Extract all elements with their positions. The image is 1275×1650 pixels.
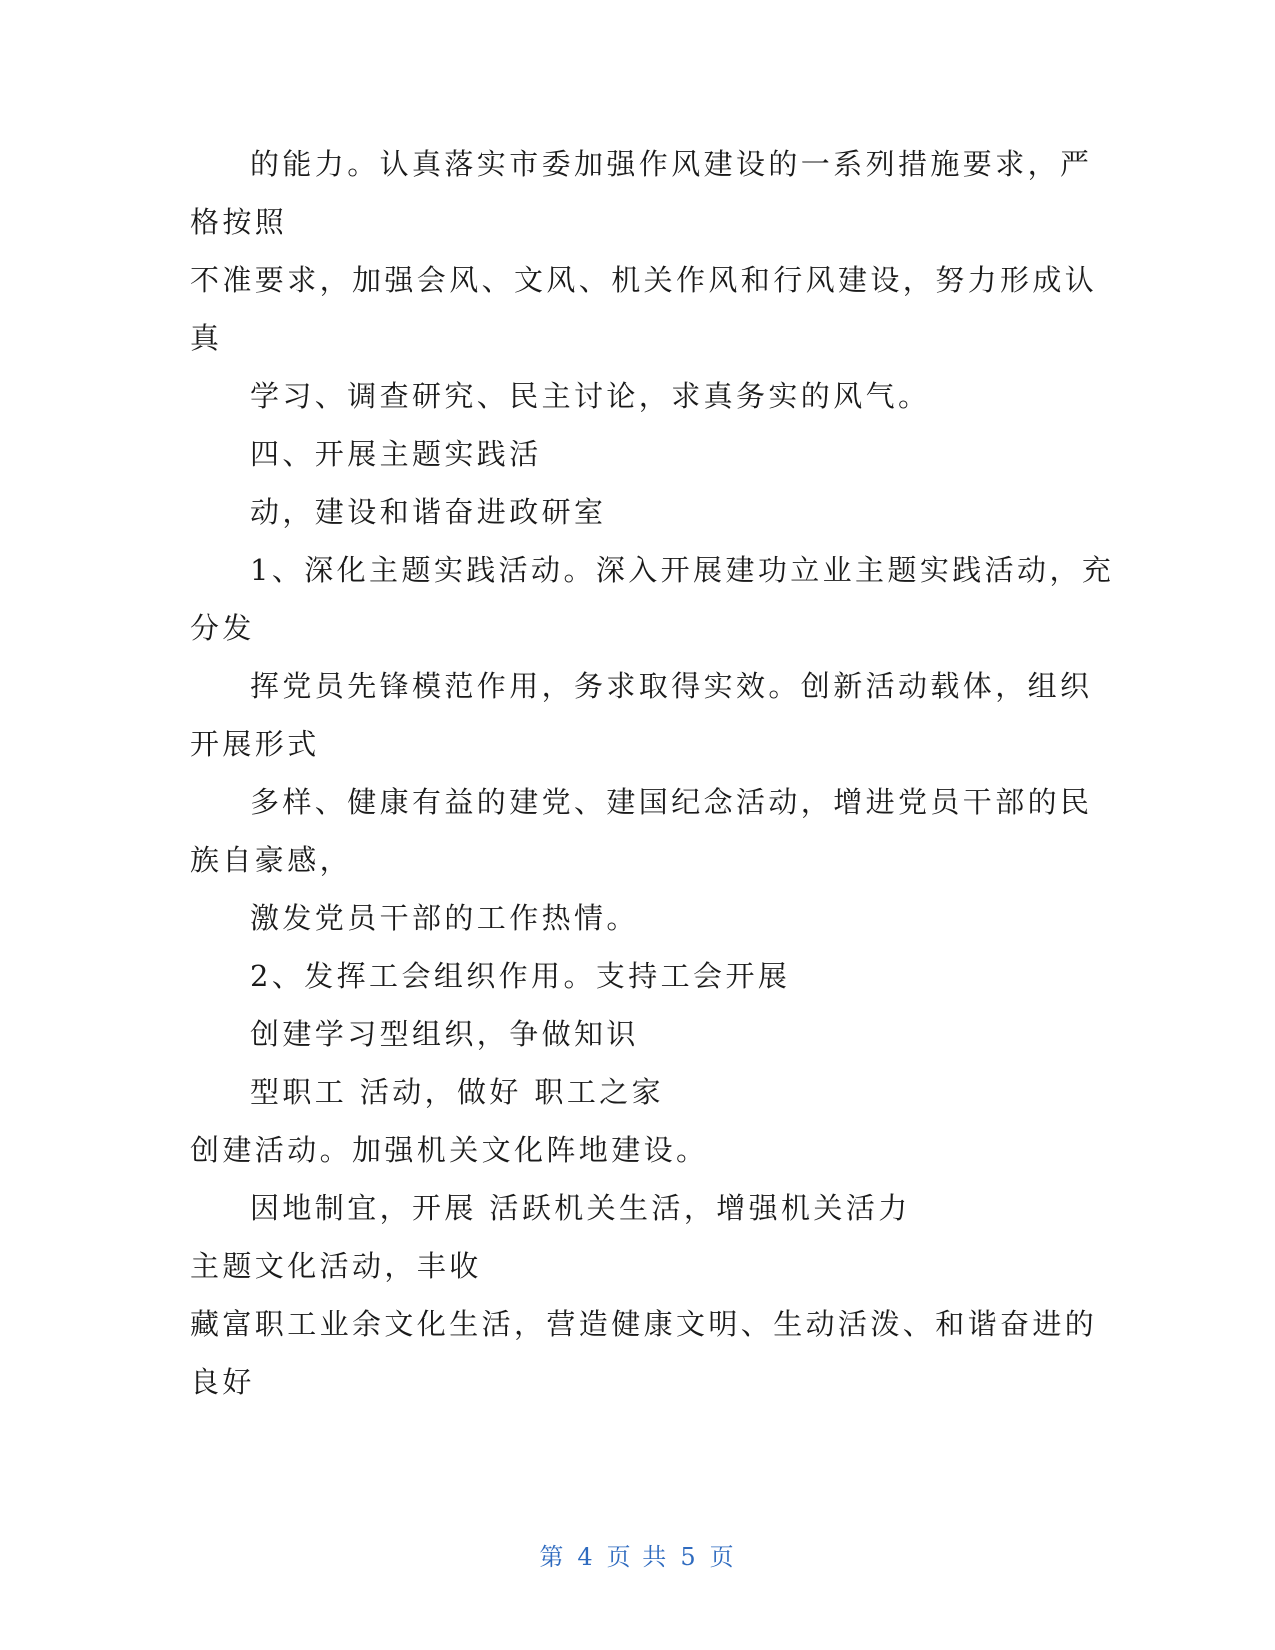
text-line: 良好 — [190, 1365, 255, 1399]
text-line: 创建学习型组织，争做知识 — [250, 1017, 639, 1051]
text-line: 激发党员干部的工作热情。 — [250, 901, 639, 935]
current-page-number: 4 — [577, 1543, 595, 1571]
text-line: 因地制宜，开展 活跃机关生活，增强机关活力 — [250, 1191, 911, 1225]
text-line: 挥党员先锋模范作用，务求取得实效。创新活动载体，组织 — [250, 669, 1093, 703]
text-line: 不准要求，加强会风、文风、机关作风和行风建设，努力形成认 — [190, 263, 1098, 297]
text-line: 型职工 活动，做好 职工之家 — [250, 1075, 665, 1109]
section-heading: 动，建设和谐奋进政研室 — [250, 495, 607, 529]
text-line: 开展形式 — [190, 727, 320, 761]
footer-middle: 页 共 — [606, 1543, 669, 1571]
text-line: 族自豪感， — [190, 843, 353, 877]
text-line: 创建活动。加强机关文化阵地建设。 — [190, 1133, 709, 1167]
section-heading: 四、开展主题实践活 — [250, 437, 542, 471]
text-line: 格按照 — [190, 205, 288, 239]
text-line: 藏富职工业余文化生活，营造健康文明、生动活泼、和谐奋进的 — [190, 1307, 1098, 1341]
footer-prefix: 第 — [539, 1543, 566, 1571]
total-page-count: 5 — [680, 1543, 698, 1571]
text-line: 多样、健康有益的建党、建国纪念活动，增进党员干部的民 — [250, 785, 1093, 819]
text-line: 2、发挥工会组织作用。支持工会开展 — [250, 959, 791, 993]
text-line: 主题文化活动，丰收 — [190, 1249, 482, 1283]
footer-suffix: 页 — [709, 1543, 736, 1571]
text-line: 1、深化主题实践活动。深入开展建功立业主题实践活动，充 — [250, 553, 1115, 587]
page-footer — [0, 1542, 1275, 1572]
text-line: 分发 — [190, 611, 255, 645]
text-line: 学习、调查研究、民主讨论，求真务实的风气。 — [250, 379, 931, 413]
text-line: 的能力。认真落实市委加强作风建设的一系列措施要求，严 — [250, 147, 1093, 181]
text-line: 真 — [190, 321, 223, 355]
